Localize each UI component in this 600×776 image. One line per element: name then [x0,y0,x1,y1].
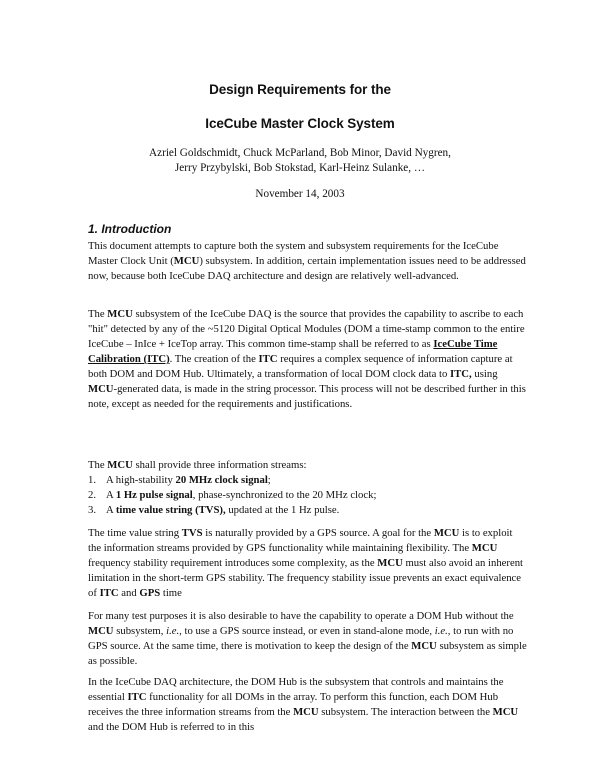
streams-list [88,473,528,518]
paragraph-5: For many test purposes it is also desirable to have the capability to operate a DOM Hub without the MCU subsystem, i.e., to use a GPS source instead, or even in stand-alone mode, i.e., to run with no GPS source. At the same time, there is motivation to keep the design of the MCU subsystem as simple as possible. [88,610,527,667]
list-item: 2. A 1 Hz pulse signal, phase-synchronized to the 20 MHz clock; [88,489,377,501]
authors-line-1: Azriel Goldschmidt, Chuck McParland, Bob Minor, David Nygren, [149,147,451,159]
paragraph-1: This document attempts to capture both the system and subsystem requirements for the IceCube Master Clock Unit (MCU) subsystem. In addition, certain implementation issues need to be addressed now, because both IceCube DAQ architecture and design are relatively well-advanced. [88,240,526,282]
list-item: 1. A high-stability 20 MHz clock signal; [88,474,271,486]
paragraph-2: The MCU subsystem of the IceCube DAQ is the source that provides the capability to ascribe to each "hit" detected by any of the ~5120 Digital Optical Modules (DOM a time-stamp common to the entire IceCube – InIce + IceTop array. This common time-stamp shall be referred to as IceCube Time Calibration (ITC). The creation of the ITC requires a complex sequence of information capture at both DOM and DOM Hub. Ultimately, a transformation of local DOM clock data to ITC, using MCU-generated data, is made in the string processor. This process will not be described further in this note, except as needed for the requirements and justifications. [88,308,526,410]
authors-line-2: Jerry Przybylski, Bob Stokstad, Karl-Heinz Sulanke, … [174,162,426,174]
list-item: 3. A time value string (TVS), updated at the 1 Hz pulse. [88,504,340,516]
itc-term: IceCube Time Calibration (ITC) [88,338,498,365]
paragraph-4: The time value string TVS is naturally provided by a GPS source. A goal for the MCU is to exploit the information streams provided by GPS functionality while maintaining flexibility. The MCU frequency stability requirement introduces some complexity, as the MCU must also avoid an inherent limitation in the short-term GPS stability. The frequency stability issue prevents an exact equivalence of ITC and GPS time [88,527,524,599]
paragraph-3: The MCU shall provide three information streams: [88,459,307,471]
paragraph-6: In the IceCube DAQ architecture, the DOM Hub is the subsystem that controls and maintains the essential ITC functionality for all DOMs in the array. To perform this function, each DOM Hub receives the three information streams from the MCU subsystem. The interaction between the MCU and the DOM Hub is referred to in this [88,676,519,733]
title-line-1: Design Requirements for the [209,82,391,97]
date: November 14, 2003 [255,188,345,200]
section-heading-introduction: 1. Introduction [88,222,172,236]
title-line-2: IceCube Master Clock System [205,116,395,131]
